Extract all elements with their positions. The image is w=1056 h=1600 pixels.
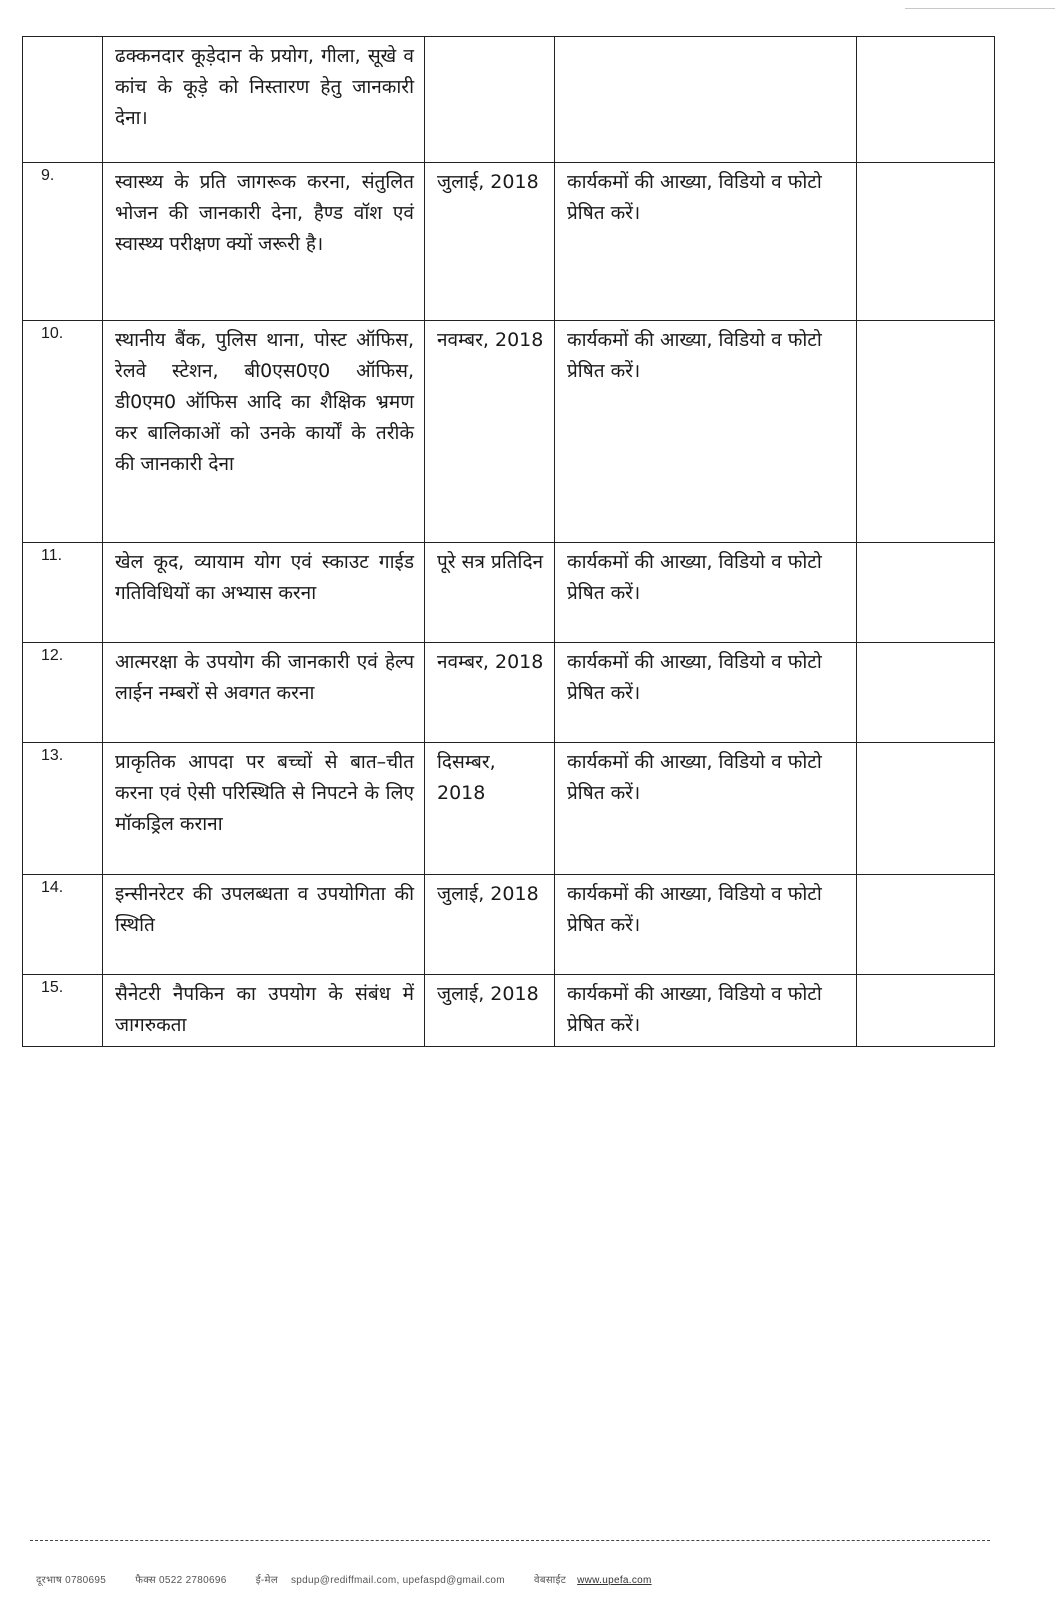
row-date: जुलाई, 2018: [425, 975, 555, 1047]
row-remarks: [857, 743, 995, 875]
row-action: कार्यकमों की आख्या, विडियो व फोटो प्रेषित करें।: [555, 743, 857, 875]
row-sno: 13.: [23, 743, 103, 875]
row-activity: ढक्कनदार कूड़ेदान के प्रयोग, गीला, सूखे व कांच के कूड़े को निस्तारण हेतु जानकारी देना।: [103, 37, 425, 163]
scan-edge-mark: [905, 0, 1055, 9]
row-action: [555, 37, 857, 163]
row-remarks: [857, 643, 995, 743]
row-sno: 14.: [23, 875, 103, 975]
activity-table: [22, 36, 995, 1047]
row-action: कार्यकमों की आख्या, विडियो व फोटो प्रेषित करें।: [555, 321, 857, 543]
row-action: कार्यकमों की आख्या, विडियो व फोटो प्रेषित करें।: [555, 643, 857, 743]
row-date: पूरे सत्र प्रतिदिन: [425, 543, 555, 643]
row-activity: सैनेटरी नैपकिन का उपयोग के संबंध में जागरुकता: [103, 975, 425, 1047]
footer-email-label: ई-मेल: [255, 1575, 278, 1586]
row-activity: आत्मरक्षा के उपयोग की जानकारी एवं हेल्प लाईन नम्बरों से अवगत करना: [103, 643, 425, 743]
row-activity: स्वास्थ्य के प्रति जागरूक करना, संतुलित भोजन की जानकारी देना, हैण्ड वॉश एवं स्वास्थ्य परीक्षण क्यों जरूरी है।: [103, 163, 425, 321]
row-sno: 15.: [23, 975, 103, 1047]
row-activity: खेल कूद, व्यायाम योग एवं स्काउट गाईड गतिविधियों का अभ्यास करना: [103, 543, 425, 643]
row-date: जुलाई, 2018: [425, 875, 555, 975]
footer-divider: [30, 1540, 990, 1541]
letterhead-footer: [36, 1572, 996, 1586]
table-row: [23, 643, 995, 743]
row-remarks: [857, 543, 995, 643]
row-action: कार्यकमों की आख्या, विडियो व फोटो प्रेषित करें।: [555, 543, 857, 643]
row-date: नवम्बर, 2018: [425, 643, 555, 743]
row-date: नवम्बर, 2018: [425, 321, 555, 543]
row-remarks: [857, 321, 995, 543]
footer-web-label: वेबसाईट: [533, 1575, 567, 1586]
row-remarks: [857, 975, 995, 1047]
table-row: [23, 37, 995, 163]
row-date: जुलाई, 2018: [425, 163, 555, 321]
row-remarks: [857, 875, 995, 975]
row-action: कार्यकमों की आख्या, विडियो व फोटो प्रेषित करें।: [555, 163, 857, 321]
table-row: [23, 321, 995, 543]
row-activity: स्थानीय बैंक, पुलिस थाना, पोस्ट ऑफिस, रेलवे स्टेशन, बी0एस0ए0 ऑफिस, डी0एम0 ऑफिस आदि का शैक्षिक भ्रमण कर बालिकाओं को उनके कार्यों के तरीके की जानकारी देना: [103, 321, 425, 543]
table-row: [23, 875, 995, 975]
row-remarks: [857, 163, 995, 321]
footer-fax: फैक्स 0522 2780696: [135, 1575, 227, 1586]
row-remarks: [857, 37, 995, 163]
row-date: दिसम्बर, 2018: [425, 743, 555, 875]
footer-phone: दूरभाष 0780695: [36, 1575, 107, 1586]
table-row: [23, 543, 995, 643]
row-action: कार्यकमों की आख्या, विडियो व फोटो प्रेषित करें।: [555, 975, 857, 1047]
row-sno: 11.: [23, 543, 103, 643]
row-activity: प्राकृतिक आपदा पर बच्चों से बात–चीत करना एवं ऐसी परिस्थिति से निपटने के लिए मॉकड्रिल कराना: [103, 743, 425, 875]
table-row: [23, 975, 995, 1047]
row-sno: 9.: [23, 163, 103, 321]
footer-email[interactable]: spdup@rediffmail.com, upefaspd@gmail.com: [291, 1575, 505, 1586]
row-sno: 12.: [23, 643, 103, 743]
row-date: [425, 37, 555, 163]
table-row: [23, 743, 995, 875]
row-action: कार्यकमों की आख्या, विडियो व फोटो प्रेषित करें।: [555, 875, 857, 975]
row-sno: 10.: [23, 321, 103, 543]
footer-website-link[interactable]: www.upefa.com: [577, 1575, 652, 1586]
row-sno: [23, 37, 103, 163]
row-activity: इन्सीनरेटर की उपलब्धता व उपयोगिता की स्थिति: [103, 875, 425, 975]
table-row: [23, 163, 995, 321]
